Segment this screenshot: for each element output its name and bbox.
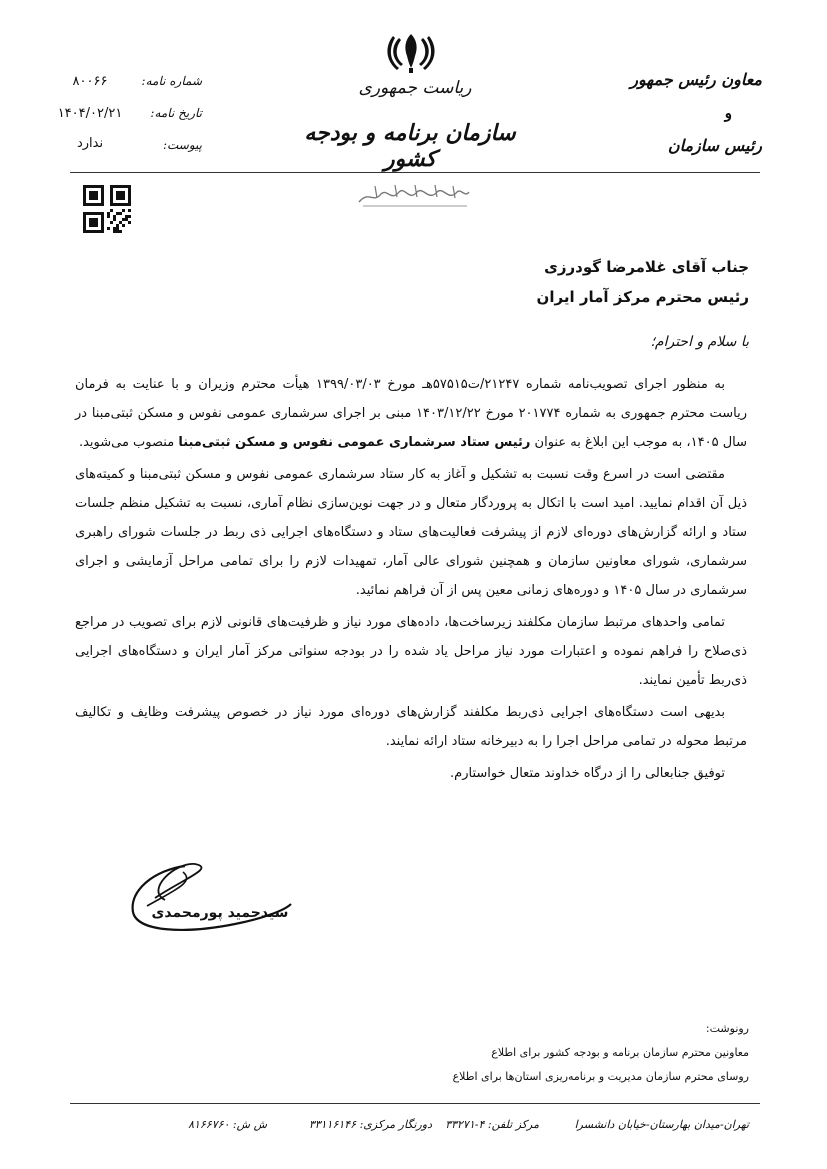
recipient-name: جناب آقای غلامرضا گودرزی [544, 258, 749, 276]
body-paragraph-1-end: منصوب می‌شوید. [78, 435, 179, 450]
footer-divider [70, 1103, 760, 1104]
body-paragraph-4: بدیهی است دستگاه‌های اجرایی ذی‌ربط مکلفند گزارش‌های دوره‌ای مورد نیاز در خصوص پیشرفت وظایف و تکالیف مرتبط محوله در تمامی مراحل اجرا را به دبیرخانه ستاد ارائه نمایند. [75, 705, 747, 749]
letter-number-label: شماره نامه: [141, 74, 202, 88]
footer-phone: مرکز تلفن: ۴-۳۳۲۷۱ [445, 1118, 539, 1131]
footer-address: تهران-میدان بهارستان-خیابان دانشسرا [574, 1118, 749, 1131]
cc-recipient-2: روسای محترم سازمان مدیریت و برنامه‌ریزی استان‌ها برای اطلاع [452, 1070, 749, 1083]
header-divider [70, 172, 760, 173]
attachment-label: پیوست: [162, 138, 202, 152]
body-paragraph-5: توفیق جنابعالی را از درگاه خداوند متعال خواستارم. [450, 766, 725, 781]
qr-code-icon [83, 185, 131, 233]
letter-date-label: تاریخ نامه: [150, 106, 202, 120]
body-paragraph-1 [75, 370, 747, 457]
appointment-title: رئیس ستاد سرشماری عمومی نفوس و مسکن ثبتی‌مبنا [178, 435, 531, 450]
sender-title-line3: رئیس سازمان [667, 136, 762, 155]
letter-body [75, 370, 747, 791]
org-line2: سازمان برنامه و بودجه کشور [304, 120, 516, 172]
body-paragraph-2: مقتضی است در اسرع وقت نسبت به تشکیل و آغاز به کار ستاد سرشماری عمومی نفوس و مسکن ثبتی‌مبنا و کمیته‌های ذیل آن اقدام نمایید. امید است با اتکال به پروردگار متعال و در جهت نوین‌سازی نظام آماری، نسبت به تشکیل منظم جلسات ستاد و ارائه گزارش‌های دوره‌ای لازم از پیشرفت فعالیت‌های ستاد و دستگاه‌های اجرایی ذی ربط در جلسات شورای راهبری سرشماری، شورای معاونین سازمان و همچنین شورای عالی آمار، تمهیدات لازم را برای تمامی مراحل آزمایشی و اجرای سرشماری در سال ۱۴۰۵ و دوره‌های زمانی معین پس از آن فراهم نمائید. [75, 467, 747, 598]
iran-emblem-icon [385, 30, 437, 74]
bismillah-calligraphy [355, 180, 473, 210]
sender-title-line2: و [724, 104, 732, 122]
body-paragraph-1-text: به منظور اجرای تصویب‌نامه شماره ۲۱۲۴۷/ت۵۷۵۱۵هـ مورخ ۱۳۹۹/۰۳/۰۳ هیأت محترم وزیران و با عنایت به فرمان ریاست محترم جمهوری به شماره ۲۰۱۷۷۴ مورخ ۱۴۰۳/۱۲/۲۲ مبنی بر اجرای سرشماری عمومی نفوس و مسکن ثبتی‌مبنا در سال ۱۴۰۵، به موجب این ابلاغ به عنوان [75, 377, 748, 450]
letter-date-value: ۱۴۰۴/۰۲/۲۱ [57, 106, 123, 121]
letter-number-value: ۸۰۰۶۶ [72, 74, 108, 89]
footer-fax: دورنگار مرکزی: ۳۳۱۱۶۱۴۶ [308, 1118, 432, 1131]
cc-title: رونوشت: [705, 1022, 749, 1035]
salutation: با سلام و احترام؛ [650, 334, 749, 350]
org-line1: ریاست جمهوری [358, 78, 472, 98]
handwritten-signature [125, 860, 295, 940]
attachment-value: ندارد [76, 136, 104, 151]
signatory-name: سیدحمید پورمحمدی [151, 905, 289, 921]
cc-recipient-1: معاونین محترم سازمان برنامه و بودجه کشور برای اطلاع [491, 1046, 749, 1059]
recipient-title: رئیس محترم مرکز آمار ایران [536, 288, 749, 306]
sender-title-line1: معاون رئیس جمهور [630, 70, 762, 89]
body-paragraph-3: تمامی واحدهای مرتبط سازمان مکلفند زیرساخت‌ها، داده‌های مورد نیاز و ظرفیت‌های قانونی لازم برای تصویب در مراجع ذی‌صلاح را فراهم نموده و اعتبارات مورد نیاز مراحل یاد شده را در بودجه سنواتی مرکز آمار ایران و دستگاه‌های اجرایی ذی‌ربط تأمین نمایند. [75, 615, 747, 688]
footer-postal-code: ش ش: ۸۱۶۶۷۶۰ [188, 1118, 267, 1131]
